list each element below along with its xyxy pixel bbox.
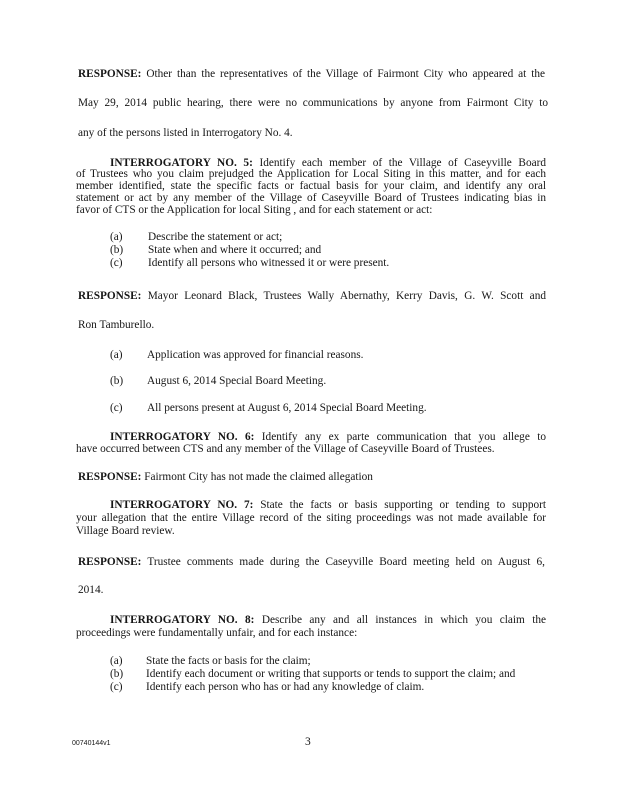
list-marker: (b) bbox=[110, 244, 124, 256]
response-5-line-1 bbox=[78, 290, 546, 302]
list-item: State when and where it occurred; and bbox=[148, 244, 322, 256]
list-item: All persons present at August 6, 2014 Special Board Meeting. bbox=[147, 402, 427, 414]
interrogatory-6-line-2: have occurred between CTS and any member of the Village of Caseyville Board of Trustees. bbox=[76, 443, 495, 455]
interrogatory-6-line-1 bbox=[110, 431, 546, 443]
response-7-line-2: 2014. bbox=[78, 584, 104, 596]
interrogatory-5-line-5: favor of CTS or the Application for local Siting , and for each statement or act: bbox=[76, 204, 433, 216]
interrogatory-7-line-3: Village Board review. bbox=[76, 525, 175, 537]
interrogatory-5-line-4: statement or act by any member of the Village of Caseyville Board of Trustees indicating bias in bbox=[76, 192, 546, 204]
response-label: RESPONSE: bbox=[78, 68, 142, 80]
list-marker: (a) bbox=[110, 231, 123, 243]
interrogatory-label: INTERROGATORY NO. 7: bbox=[110, 499, 254, 511]
list-marker: (a) bbox=[110, 655, 123, 667]
interrogatory-5-line-2: of Trustees who you claim prejudged the Application for Local Siting in this matter, and for each bbox=[76, 168, 546, 180]
response-label: RESPONSE: bbox=[78, 556, 142, 568]
list-item: Application was approved for financial reasons. bbox=[147, 349, 364, 361]
list-item: Identify all persons who witnessed it or were present. bbox=[148, 257, 390, 269]
list-item: Identify each person who has or had any knowledge of claim. bbox=[146, 681, 425, 693]
list-marker: (a) bbox=[110, 349, 123, 361]
response-4-line-2: May 29, 2014 public hearing, there were no communications by anyone from Fairmont City to bbox=[78, 97, 548, 109]
response-text: Trustee comments made during the Caseyville Board meeting held on August 6, bbox=[147, 556, 546, 568]
list-marker: (b) bbox=[110, 375, 124, 387]
response-6-line-1 bbox=[78, 471, 373, 483]
response-7-line-1 bbox=[78, 556, 545, 568]
document-id: 00740144v1 bbox=[72, 740, 111, 747]
list-marker: (c) bbox=[110, 257, 123, 269]
interrogatory-text: State the facts or basis supporting or tending to support bbox=[260, 499, 547, 511]
response-text: Mayor Leonard Black, Trustees Wally Abernathy, Kerry Davis, G. W. Scott and bbox=[147, 290, 546, 302]
interrogatory-text: Identify any ex parte communication that you allege to bbox=[261, 431, 547, 443]
list-item: Describe the statement or act; bbox=[148, 231, 283, 243]
response-4-line-3: any of the persons listed in Interrogatory No. 4. bbox=[78, 127, 293, 139]
interrogatory-text: Describe any and all instances in which you claim the bbox=[261, 614, 547, 626]
response-4-line-1 bbox=[78, 68, 545, 80]
list-marker: (c) bbox=[110, 402, 123, 414]
page-number: 3 bbox=[305, 736, 311, 748]
interrogatory-7-line-1 bbox=[110, 499, 546, 511]
interrogatory-5-line-3: member identified, state the specific facts or factual basis for your claim, and identify any oral bbox=[76, 180, 546, 192]
response-5-line-2: Ron Tamburello. bbox=[78, 319, 155, 331]
interrogatory-label: INTERROGATORY NO. 6: bbox=[110, 431, 255, 443]
list-item: August 6, 2014 Special Board Meeting. bbox=[147, 375, 327, 387]
interrogatory-7-line-2: your allegation that the entire Village record of the siting proceedings was not made available for bbox=[76, 512, 546, 524]
response-text: Fairmont City has not made the claimed allegation bbox=[144, 471, 373, 483]
list-marker: (b) bbox=[110, 668, 124, 680]
interrogatory-label: INTERROGATORY NO. 5: bbox=[110, 157, 253, 169]
response-label: RESPONSE: bbox=[78, 471, 142, 483]
interrogatory-text: Identify each member of the Village of Caseyville Board bbox=[259, 157, 547, 169]
interrogatory-8-line-2: proceedings were fundamentally unfair, and for each instance: bbox=[76, 627, 358, 639]
response-text: Other than the representatives of the Village of Fairmont City who appeared at the bbox=[146, 68, 545, 80]
list-item: Identify each document or writing that supports or tends to support the claim; and bbox=[146, 668, 516, 680]
interrogatory-8-line-1 bbox=[110, 614, 546, 626]
response-label: RESPONSE: bbox=[78, 290, 142, 302]
list-item: State the facts or basis for the claim; bbox=[146, 655, 311, 667]
list-marker: (c) bbox=[110, 681, 123, 693]
interrogatory-label: INTERROGATORY NO. 8: bbox=[110, 614, 255, 626]
